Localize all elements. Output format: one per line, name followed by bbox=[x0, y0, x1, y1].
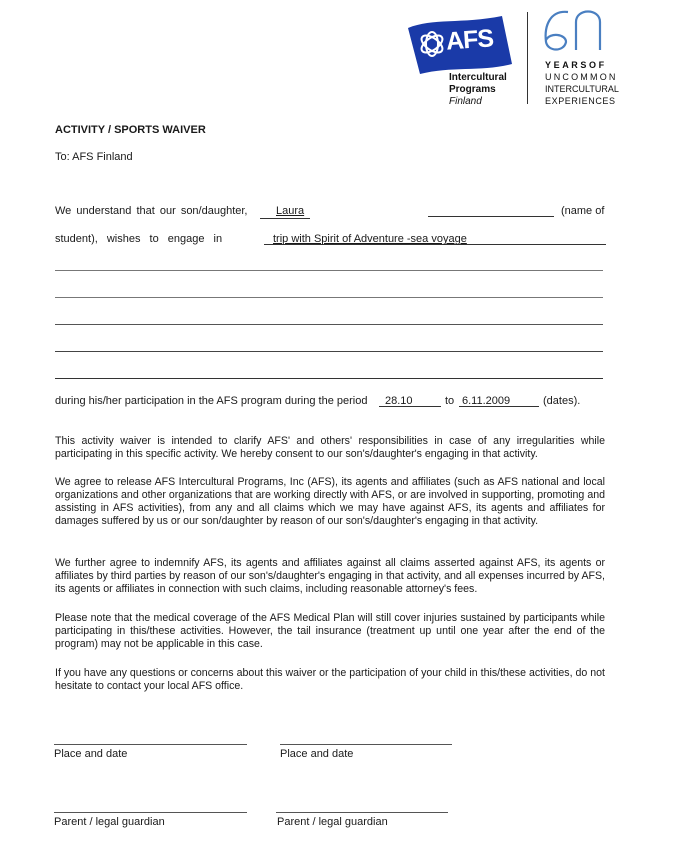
blank-line[interactable] bbox=[55, 270, 603, 271]
guardian-label-left: Parent / legal guardian bbox=[54, 816, 165, 828]
tagline-line1: YEARSOF bbox=[545, 60, 607, 70]
line1-prefix: We understand that our son/daughter, bbox=[55, 205, 248, 217]
place-date-label-left: Place and date bbox=[54, 748, 128, 760]
paragraph-contact: If you have any questions or concerns about this waiver or the participation of your child in this/these activities, do not hesitate to contact your local AFS office. bbox=[55, 667, 605, 692]
tagline-line4: EXPERIENCES bbox=[545, 96, 616, 106]
activity-field[interactable]: trip with Spirit of Adventure -sea voyage bbox=[273, 233, 467, 245]
guardian-signature-line-left[interactable] bbox=[54, 812, 247, 813]
to-word: to bbox=[445, 395, 455, 407]
afs-brand-text: AFS bbox=[445, 24, 494, 56]
logo-divider bbox=[527, 12, 528, 104]
tagline-line2: UNCOMMON bbox=[545, 72, 618, 82]
paragraph-indemnify: We further agree to indemnify AFS, its agents and affiliates against all claims asserted against AFS, its agents or affiliates by third parties by reason of our son's/daughter's engaging in that activity, and all expenses incurred by AFS, its agents or affiliates in connection with such claims, including reasonable attorney's fees. bbox=[55, 557, 605, 595]
place-date-line-left[interactable] bbox=[54, 744, 247, 745]
student-name-extra-line[interactable] bbox=[428, 216, 554, 217]
org-name-line1: Intercultural bbox=[449, 72, 507, 83]
student-name-underline bbox=[260, 218, 310, 219]
line1-suffix: (name of bbox=[561, 205, 605, 217]
guardian-label-right: Parent / legal guardian bbox=[277, 816, 388, 828]
org-country: Finland bbox=[449, 96, 482, 107]
paragraph-purpose: This activity waiver is intended to clarify AFS' and others' responsibilities in case of any irregularities while participating in this specific activity. We hereby consent to our son's/daughter's engaging in that activity. bbox=[55, 435, 605, 460]
place-date-label-right: Place and date bbox=[280, 748, 354, 760]
dates-suffix: (dates). bbox=[543, 395, 581, 407]
paragraph-medical: Please note that the medical coverage of the AFS Medical Plan will still cover injuries sustained by participants while participating in this/these activities. However, the tail insurance (treatment up until one year after the end of the program) may not be applicable in this case. bbox=[55, 612, 605, 650]
line2-prefix: student), wishes to engage in bbox=[55, 233, 223, 245]
recipient: To: AFS Finland bbox=[55, 151, 133, 163]
blank-line[interactable] bbox=[55, 351, 603, 352]
org-name-line2: Programs bbox=[449, 84, 496, 95]
blank-line[interactable] bbox=[55, 324, 603, 325]
document-title: ACTIVITY / SPORTS WAIVER bbox=[55, 124, 206, 136]
guardian-signature-line-right[interactable] bbox=[276, 812, 448, 813]
date-to-field[interactable]: 6.11.2009 bbox=[462, 395, 511, 407]
blank-line[interactable] bbox=[55, 378, 603, 379]
paragraph-release: We agree to release AFS Intercultural Programs, Inc (AFS), its agents and affiliates (such as AFS national and local organizations and other organizations that are working directly with AFS, or are involved in supporting, promoting and assisting in AFS activities), from any and all claims which we may have against AFS, its agents and affiliates for damages suffered by us or our son/daughter by reason of our son's/daughter's engaging in that activity. bbox=[55, 476, 605, 527]
tagline-line3: INTERCULTURAL bbox=[545, 84, 619, 94]
date-from-field[interactable]: 28.10 bbox=[385, 395, 413, 407]
period-prefix: during his/her participation in the AFS program during the period bbox=[55, 395, 368, 407]
student-name-field[interactable]: Laura bbox=[276, 205, 305, 217]
place-date-line-right[interactable] bbox=[280, 744, 452, 745]
blank-line[interactable] bbox=[55, 297, 603, 298]
anniversary-60-logo bbox=[540, 6, 604, 54]
